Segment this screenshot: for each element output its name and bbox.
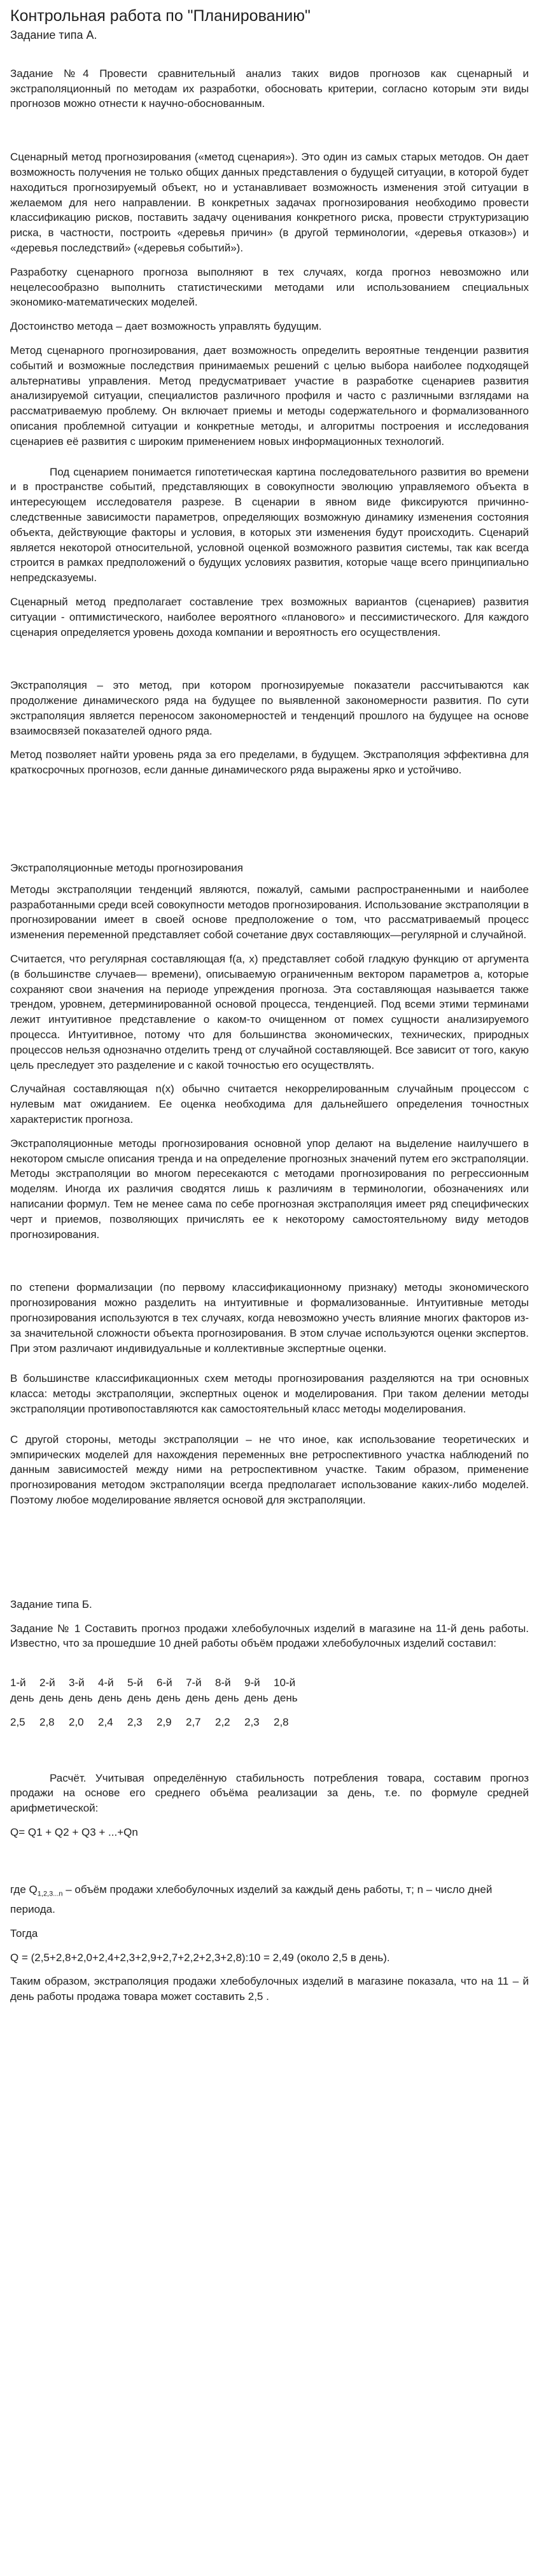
then-label: Тогда [10, 1927, 38, 1939]
legend-subscript: 1,2,3...n [37, 1890, 63, 1898]
day-header: 6-й [157, 1677, 172, 1689]
paragraph-advantage: Достоинство метода – дает возможность управлять будущим. [10, 320, 322, 333]
paragraph-extrapolation-method: Метод позволяет найти уровень ряда за его пределами, в будущем. Экстраполяция эффективна для краткосрочных прогнозов, если данные динамического ряда выражены ярко и устойчиво. [10, 749, 529, 777]
paragraph-task4: Задание №4 Провести сравнительный анализ таких видов прогнозов как сценарный и экстраполяционный по методам их разработки, обосновать критерии, согласно которым эти виды прогнозов можно отнести к научно-обоснованным. [10, 67, 529, 110]
section-heading-extrapolation: Экстраполяционные методы прогнозирования [10, 862, 243, 875]
paragraph-formalization: по степени формализации (по первому классификационному признаку) методы экономического прогнозирования можно разделить на интуитивные и формализованные. Интуитивные методы прогнозирования используются в тех случаях, когда невозможно учесть влияние многих факторов из-за значительной сложности объекта прогнозирования. В этом случае используются оценки экспертов. При этом различают индивидуальные и коллективные экспертные оценки. [10, 1281, 529, 1355]
paragraph-scenario-development: Разработку сценарного прогноза выполняют в тех случаях, когда прогноз невозможно или нецелесообразно выполнить статистическими методами или использованием специальных экономико-математических моделей. [10, 265, 529, 309]
day-header: 9-й [244, 1677, 260, 1689]
paragraph-scenario-forecasting: Метод сценарного прогнозирования, дает возможность определить вероятные тенденции развития событий и возможные последствия принимаемых решений с целью выбора наиболее подходящей альтернативы управления. Метод предусматривает участие в разработке сценариев развития анализируемой ситуации, специалистов различного профиля и часто с различными взглядами на рассматриваемую проблему. Он включает приемы и методы содержательного и формализованного описания проблемной ситуации и конкретные методы, и алгоритмы построения и исследования сценариев её развития с широким применением новых информационных технологий. [10, 344, 529, 447]
sales-value: 2,2 [215, 1715, 230, 1728]
calculation-text: Расчёт. Учитывая определённую стабильность потребления товара, составим прогноз продажи на основе его среднего объёма реализации за день, т.е. по формуле средней арифметической: [10, 1771, 529, 1815]
task-b-text: Задание № 1 Составить прогноз продажи хлебобулочных изделий в магазине на 11-й день работы. Известно, что за прошедшие 10 дней работы объём продажи хлебобулочных изделий составил: [10, 1622, 529, 1650]
sales-value: 2,7 [186, 1715, 201, 1728]
legend-prefix: где Q [10, 1883, 38, 1896]
sales-value: 2,0 [69, 1715, 84, 1728]
day-word: день [244, 1691, 269, 1704]
day-header: 7-й [186, 1677, 202, 1689]
day-word: день [274, 1691, 298, 1704]
formula-legend [10, 1882, 529, 1917]
day-word: день [98, 1691, 122, 1704]
legend-suffix: – объём продажи хлебобулочных изделий за каждый день работы, т; n – число дней периода. [10, 1883, 493, 1915]
paragraph-scenario-method: Сценарный метод прогнозирования («метод сценария»). Это один из самых старых методов. Он дает возможность получения не только общих данных представления о будущей ситуации, в которой будет находиться прогнозируемый объект, но и устанавливает возможность изменения этой ситуации в желаемом для него направлении. В конкретных задачах прогнозирования необходимо провести классификацию рисков, поставить задачу оценивания конкретного риска, провести структуризацию риска, в частности, построить «деревья причин» (в другой терминологии, «деревья отказов») и «деревья последствий» («деревья событий»). [10, 151, 529, 254]
result-formula: Q = (2,5+2,8+2,0+2,4+2,3+2,9+2,7+2,2+2,3+2,8):10 = 2,49 (около 2,5 в день). [10, 1951, 390, 1964]
day-header: 2-й [39, 1677, 55, 1689]
day-word: день [186, 1691, 210, 1704]
table-row-day-word [10, 1691, 303, 1706]
day-header: 4-й [98, 1677, 114, 1689]
day-header: 10-й [274, 1677, 296, 1689]
day-word: день [10, 1691, 34, 1704]
table-row-values [10, 1706, 303, 1730]
sales-value: 2,4 [98, 1715, 113, 1728]
sales-value: 2,3 [127, 1715, 143, 1728]
conclusion-text: Таким образом, экстраполяция продажи хлебобулочных изделий в магазине показала, что на 11 – й день работы продажа товара может составить 2,5 . [10, 1975, 529, 2003]
task-b-label: Задание типа Б. [10, 1598, 92, 1610]
sales-value: 2,8 [39, 1715, 55, 1728]
paragraph-other-side: С другой стороны, методы экстраполяции – не что иное, как использование теоретических и эмпирических моделей для нахождения переменных вне ретроспективного участка наблюдений по данным зависимостей между ними на ретроспективном участке. Таким образом, применение прогнозирования методом экстраполяции всегда предполагает использование каких-либо моделей. Поэтому любое моделирование является основой для экстраполяции. [10, 1433, 529, 1506]
document-title: Контрольная работа по "Планированию" [10, 7, 311, 25]
paragraph-classification: В большинстве классификационных схем методы прогнозирования разделяются на три основных класса: методы экстраполяции, экспертных оценок и моделирования. При таком делении методы экстраполяции противопоставляются как самостоятельный класс методы моделирования. [10, 1372, 529, 1415]
paragraph-extrapolation-trends: Методы экстраполяции тенденций являются, пожалуй, самыми распространенными и наиболее разработанными среди всей совокупности методов прогнозирования. Использование экстраполяции в прогнозировании имеет в своей основе предположение о том, что рассматриваемый процесс изменения переменной представляет собой сочетание двух составляющих—регулярной и случайной. [10, 883, 529, 941]
day-word: день [127, 1691, 151, 1704]
day-header: 1-й [10, 1677, 26, 1689]
sales-value: 2,5 [10, 1715, 25, 1728]
task-a-label: Задание типа А. [10, 29, 97, 41]
day-header: 8-й [215, 1677, 231, 1689]
paragraph-scenario-definition: Под сценарием понимается гипотетическая картина последовательного развития во времени и в пространстве событий, представляющих в совокупности эволюцию управляемого объекта в интересующем исследователя разрезе. В сценарии в явном виде фиксируются причинно-следственные зависимости параметров, определяющих возможную динамику изменения состояния объекта, действующие факторы и условия, в которых эти изменения будут происходить. Сценарий является некоторой относительной, условной оценкой возможного развития системы, так как всегда строится в рамках предположений о будущих условиях развития, которые чаще всего принципиально непредсказуемы. [10, 465, 529, 584]
day-word: день [69, 1691, 93, 1704]
sales-value: 2,8 [274, 1715, 289, 1728]
sales-days-table [10, 1675, 303, 1729]
paragraph-random-component: Случайная составляющая n(x) обычно считается некоррелированным случайным процессом с нулевым мат ожиданием. Ее оценка необходима для дальнейшего определения точностных характеристик прогноза. [10, 1083, 529, 1126]
sales-value: 2,3 [244, 1715, 260, 1728]
paragraph-regular-component: Считается, что регулярная составляющая f(a, x) представляет собой гладкую функцию от аргумента (в большинстве случаев— времени), описываемую ограниченным вектором параметров a, которые сохраняют свои значения на периоде упреждения прогноза. Эта составляющая называется также трендом, уровнем, детерминированной основой процесса, тенденцией. Под всеми этими терминами лежит интуитивное представление о каком-то очищенном от помех сущности анализируемого процесса. Интуитивное, потому что для большинства экономических, технических, природных процессов нельзя однозначно отделить тренд от случайной составляющей. Все зависит от того, какую цель преследует это разделение и с какой точностью его осуществлять. [10, 953, 529, 1071]
day-header: 5-й [127, 1677, 143, 1689]
paragraph-extrapolation-definition: Экстраполяция – это метод, при котором прогнозируемые показатели рассчитываются как продолжение динамического ряда на будущее по выявленной закономерности развития. По сути экстраполяция является переносом закономерностей и тенденций прошлого на будущее на основе взаимосвязей показателей одного ряда. [10, 679, 529, 737]
day-word: день [157, 1691, 181, 1704]
paragraph-extrapolation-methods: Экстраполяционные методы прогнозирования основной упор делают на выделение наилучшего в некотором смысле описания тренда и на определение прогнозных значений путем его экстраполяции. Методы экстраполяции во многом пересекаются с методами прогнозирования по регрессионным моделям. Иногда их различия сводятся лишь к различиям в терминологии, обозначениях или написании формул. Тем не менее сама по себе прогнозная экстраполяция имеет ряд специфических черт и приемов, позволяющих причислять ее к некоторому самостоятельному виду методов прогнозирования. [10, 1137, 529, 1241]
day-word: день [215, 1691, 239, 1704]
table-row-days [10, 1675, 303, 1691]
day-header: 3-й [69, 1677, 85, 1689]
paragraph-three-scenarios: Сценарный метод предполагает составление трех возможных вариантов (сценариев) развития ситуации - оптимистического, наиболее вероятного «планового» и пессимистического. Для каждого сценария определяется уровень дохода компании и вероятность его осуществления. [10, 595, 529, 638]
sales-value: 2,9 [157, 1715, 172, 1728]
day-word: день [39, 1691, 64, 1704]
average-formula: Q= Q1 + Q2 + Q3 + ...+Qn [10, 1826, 138, 1838]
